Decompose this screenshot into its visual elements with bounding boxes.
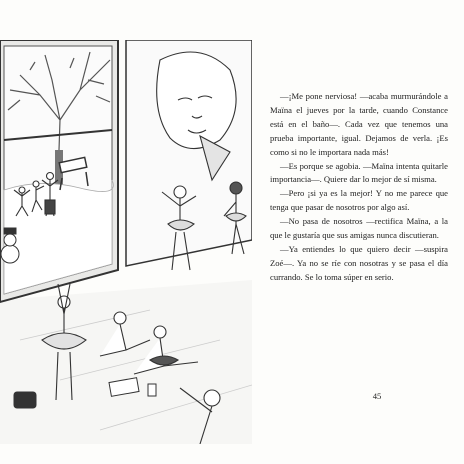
paragraph: —Pero ¡si ya es la mejor! Y no me parece que tenga que pasar de nosotros por algo así. — [270, 188, 448, 213]
book-text-page — [270, 90, 448, 285]
page-number-row — [0, 391, 464, 401]
page-number: 45 — [372, 391, 382, 401]
paragraph: —Ya entiendes lo que quiero decir —suspira Zoé—. Ya no se ríe con nosotras y se pasa el día currando. Se lo toma súper en serio. — [270, 243, 448, 282]
paragraph: —Es porque se agobia. —Maïna intenta quitarle importancia—. Quiere dar lo mejor de sí misma. — [270, 160, 448, 185]
ballet-studio-illustration — [0, 40, 252, 444]
paragraph: —¡Me pone nerviosa! —acaba murmurándole a Maïna el jueves por la tarde, cuando Constance está en el baño—. Cada vez que tenemos una prueba importante, igual. Dejamos de verla. ¡Es como si no le importara nada más! — [270, 91, 448, 157]
paragraph: —No pasa de nosotros —rectifica Maïna, a la que le gustaría que sus amigas nunca discutieran. — [270, 216, 448, 241]
studio-floor — [0, 280, 252, 444]
